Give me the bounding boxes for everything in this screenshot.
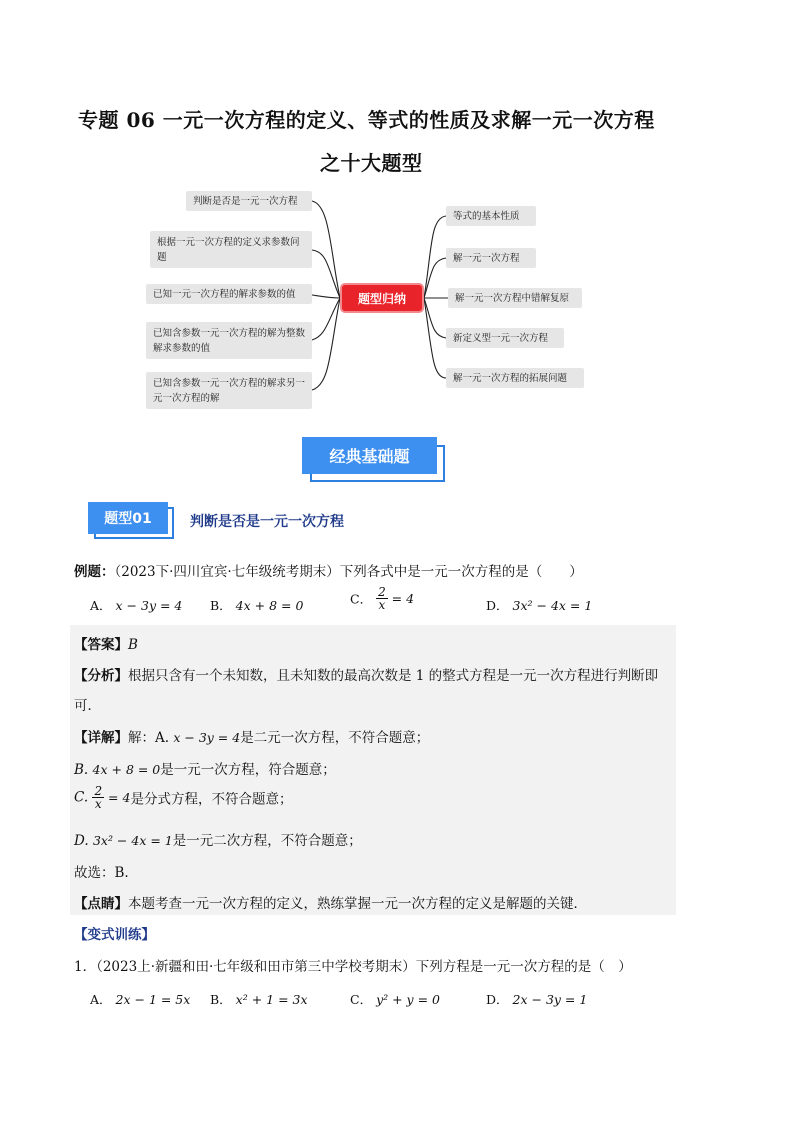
option-expr: y² + y = 0 [376, 992, 440, 1007]
mindmap-left-4: 已知含参数一元一次方程的解为整数解求参数的值 [146, 322, 312, 359]
detail-line-b [74, 758, 336, 778]
option-letter: A． [90, 992, 112, 1007]
mindmap-center: 题型归纳 [340, 283, 424, 313]
analysis-tag: 【分析】 [74, 668, 128, 684]
practice-option-b [210, 990, 308, 1008]
mindmap-branches [0, 0, 794, 420]
analysis-text: 根据只含有一个未知数，且未知数的最高次数是 1 的整式方程是一元一次方程进行判断即 [128, 668, 659, 684]
mindmap-left-2: 根据一元一次方程的定义求参数问题 [150, 231, 312, 268]
detail-c-text: 是分式方程，不符合题意； [130, 791, 293, 808]
example-stem-text: （2023下·四川宜宾·七年级统考期末）下列各式中是一元一次方程的是（ ） [114, 564, 583, 580]
option-expr: 2x − 1 = 5x [115, 992, 191, 1007]
choose-line: 故选：B. [74, 865, 129, 881]
fraction-numerator: 2 [378, 585, 386, 599]
mindmap-left-1: 判断是否是一元一次方程 [186, 191, 312, 211]
fraction-numerator: 2 [94, 784, 103, 798]
mindmap-left-5: 已知含参数一元一次方程的解求另一元一次方程的解 [146, 372, 312, 409]
option-letter: B． [210, 598, 232, 613]
option-letter: C． [350, 591, 373, 607]
option-expr: 2x − 3y = 1 [512, 992, 588, 1007]
practice-option-a [90, 990, 190, 1008]
example-label: 例题： [74, 564, 115, 580]
example-option-a [90, 596, 182, 614]
detail-b-text: 是一元一次方程，符合题意； [160, 762, 336, 778]
type-title: 判断是否是一元一次方程 [190, 514, 344, 530]
type-badge: 题型01 [88, 502, 168, 534]
detail-d-letter: D. [74, 833, 89, 849]
fraction [92, 785, 104, 810]
section-banner: 经典基础题 [302, 437, 437, 474]
detail-d-text: 是一元二次方程，不符合题意； [172, 833, 362, 849]
detail-tag: 【详解】 [74, 730, 128, 746]
practice-q1-stem: 1．（2023上·新疆和田·七年级和田市第三中学校考期末）下列方程是一元一次方程的是（ ） [74, 959, 632, 975]
fraction [376, 586, 388, 611]
fraction-denominator: x [378, 598, 386, 612]
practice-tag: 【变式训练】 [74, 927, 155, 943]
analysis-line-1 [74, 664, 658, 684]
detail-line-c [74, 785, 292, 810]
mindmap-left-3: 已知一元一次方程的解求参数的值 [146, 284, 312, 304]
practice-option-c [350, 990, 440, 1008]
answer-value: B [128, 637, 138, 653]
option-expr: x² + 1 = 3x [235, 992, 308, 1007]
comment-line [74, 892, 587, 912]
analysis-line-2: 可． [74, 698, 101, 714]
option-expr: = 4 [387, 591, 415, 606]
fraction-denominator: x [94, 797, 102, 811]
mindmap-right-5: 解一元一次方程的拓展问题 [446, 368, 584, 388]
detail-c-expr: = 4 [104, 790, 131, 805]
option-expr: 4x + 8 = 0 [235, 598, 304, 613]
option-letter: A． [90, 598, 112, 613]
mindmap-right-4: 新定义型一元一次方程 [446, 328, 564, 348]
option-letter: D． [486, 992, 509, 1007]
example-option-b [210, 596, 303, 614]
option-letter: B． [210, 992, 232, 1007]
detail-line-d [74, 829, 362, 849]
option-letter: C． [350, 992, 373, 1007]
detail-a-text: 是二元一次方程，不符合题意； [240, 730, 430, 746]
detail-b-expr: 4x + 8 = 0 [92, 762, 161, 777]
detail-prefix: 解：A. [128, 730, 170, 746]
detail-b-letter: B. [74, 762, 89, 778]
mindmap-right-1: 等式的基本性质 [446, 206, 536, 226]
example-option-c [350, 586, 414, 611]
example-stem [74, 560, 583, 580]
detail-line-a [74, 726, 429, 746]
answer-tag: 【答案】 [74, 637, 128, 653]
page-title-line-2: 之十大题型 [320, 151, 423, 175]
option-expr: 3x² − 4x = 1 [512, 598, 593, 613]
detail-d-expr: 3x² − 4x = 1 [92, 833, 173, 848]
option-letter: D． [486, 598, 509, 613]
page-title-line-1: 专题 06 一元一次方程的定义、等式的性质及求解一元一次方程 [78, 108, 655, 132]
answer-line [74, 633, 138, 653]
detail-a-expr: x − 3y = 4 [173, 730, 241, 745]
mindmap-right-2: 解一元一次方程 [446, 248, 536, 268]
comment-text: 本题考查一元一次方程的定义，熟练掌握一元一次方程的定义是解题的关键． [128, 896, 587, 912]
mindmap-right-3: 解一元一次方程中错解复原 [448, 288, 582, 308]
comment-tag: 【点睛】 [74, 896, 128, 912]
detail-c-letter: C. [74, 789, 89, 806]
practice-option-d [486, 990, 587, 1008]
example-option-d [486, 596, 592, 614]
option-expr: x − 3y = 4 [115, 598, 183, 613]
